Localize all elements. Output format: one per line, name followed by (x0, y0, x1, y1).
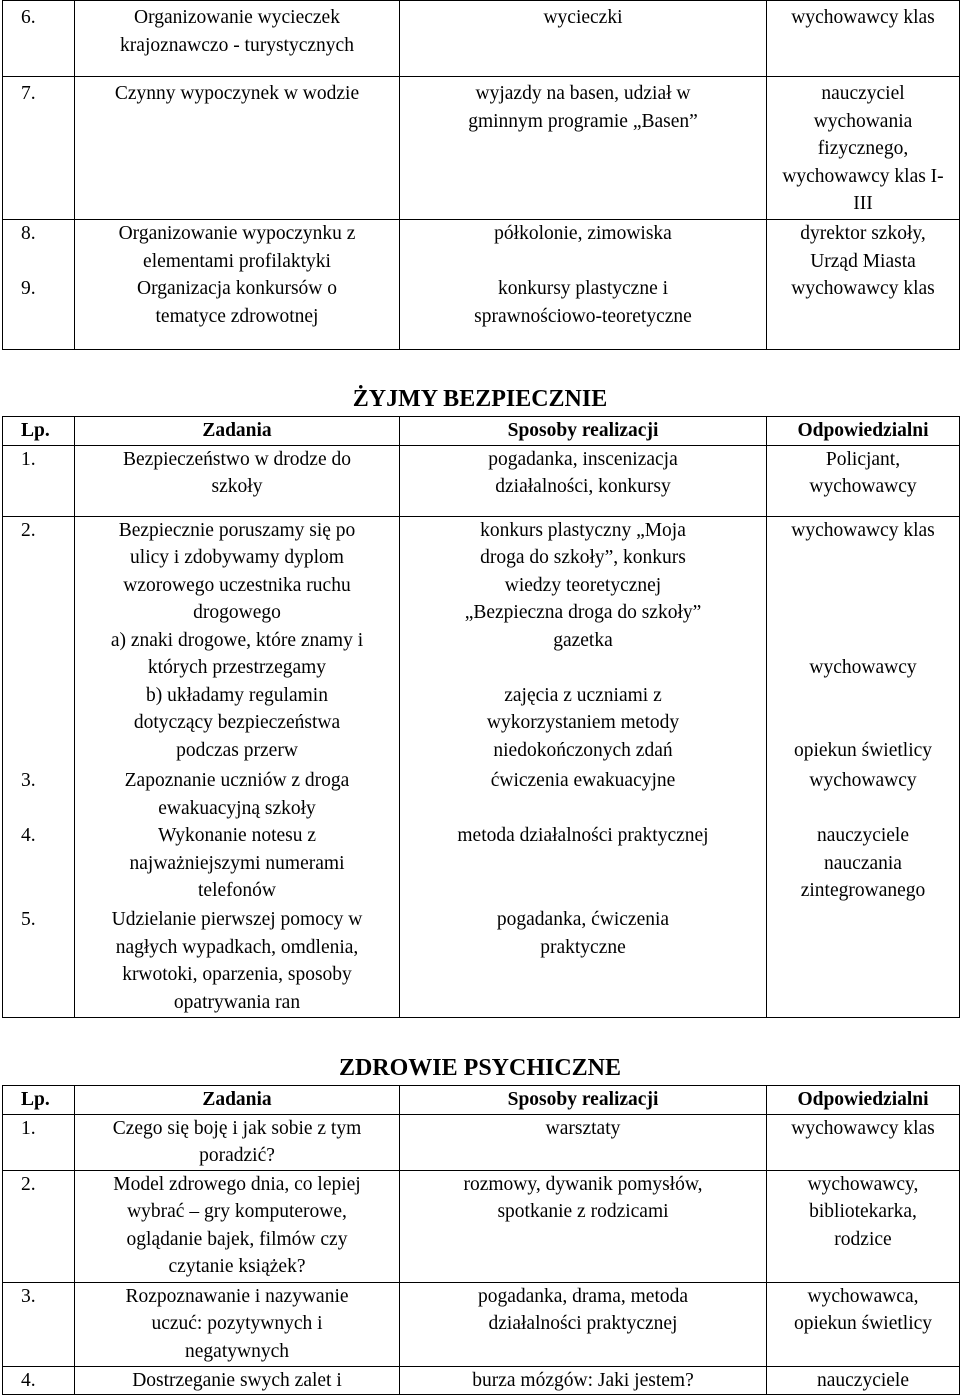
table-row (3, 1, 960, 77)
row-number: 2. (3, 516, 75, 767)
header-zadania: Zadania (75, 417, 400, 446)
row-number: 2. (3, 1170, 75, 1282)
task-cell: Model zdrowego dnia, co lepiej wybrać – gry komputerowe, oglądanie bajek, filmów czy czytanie książek? (75, 1170, 400, 1282)
table-header-row (3, 417, 960, 446)
task-cell: Udzielanie pierwszej pomocy w nagłych wypadkach, omdlenia, krwotoki, oparzenia, sposoby opatrywania ran (75, 906, 400, 1017)
method-cell: pogadanka, drama, metoda działalności praktycznej (400, 1282, 767, 1366)
header-lp: Lp. (3, 1086, 75, 1115)
responsible-cell (767, 906, 960, 1017)
task-cell: Dostrzeganie swych zalet i (75, 1366, 400, 1395)
task-cell: Organizowanie wycieczek krajoznawczo - turystycznych (75, 1, 400, 77)
method-cell: pogadanka, inscenizacja działalności, konkursy (400, 445, 767, 516)
method-cell: wyjazdy na basen, udział w gminnym programie „Basen” (400, 77, 767, 220)
task-cell: Organizacja konkursów o tematyce zdrowotnej (75, 275, 400, 349)
method-cell: konkurs plastyczny „Moja droga do szkoły”, konkurs wiedzy teoretycznej „Bezpieczna droga do szkoły” gazetka zajęcia z uczniami z wykorzystaniem metody niedokończonych zdań (400, 516, 767, 767)
row-number: 6. (3, 1, 75, 77)
responsible-cell: Policjant, wychowawcy (767, 445, 960, 516)
method-cell: ćwiczenia ewakuacyjne (400, 767, 767, 822)
method-cell: rozmowy, dywanik pomysłów, spotkanie z rodzicami (400, 1170, 767, 1282)
row-number: 3. (3, 767, 75, 822)
safety-table (2, 416, 960, 1018)
table-row (3, 516, 960, 767)
table-row (3, 822, 960, 906)
task-cell: Zapoznanie uczniów z droga ewakuacyjną szkoły (75, 767, 400, 822)
responsible-cell: wychowawcy klas (767, 275, 960, 349)
table-row (3, 220, 960, 276)
responsible-cell: nauczyciel wychowania fizycznego, wychowawcy klas I- III (767, 77, 960, 220)
row-number: 4. (3, 822, 75, 906)
row-number: 3. (3, 1282, 75, 1366)
table-row (3, 767, 960, 822)
row-number: 4. (3, 1366, 75, 1395)
table-row (3, 1366, 960, 1395)
method-cell: półkolonie, zimowiska (400, 220, 767, 276)
responsible-cell: wychowawcy klas (767, 1, 960, 77)
method-cell: wycieczki (400, 1, 767, 77)
responsible-cell: nauczyciele (767, 1366, 960, 1395)
row-number: 1. (3, 1114, 75, 1170)
method-cell: pogadanka, ćwiczenia praktyczne (400, 906, 767, 1017)
responsible-cell: wychowawcy, bibliotekarka, rodzice (767, 1170, 960, 1282)
table-row (3, 1170, 960, 1282)
method-cell: burza mózgów: Jaki jestem? (400, 1366, 767, 1395)
section-title-psychiczne: ZDROWIE PSYCHICZNE (338, 1055, 622, 1081)
header-sposoby: Sposoby realizacji (400, 417, 767, 446)
table-header-row (3, 1086, 960, 1115)
header-lp: Lp. (3, 417, 75, 446)
row-number: 9. (3, 275, 75, 349)
method-cell: metoda działalności praktycznej (400, 822, 767, 906)
table-row (3, 445, 960, 516)
table-row (3, 1114, 960, 1170)
responsible-cell: dyrektor szkoły, Urząd Miasta (767, 220, 960, 276)
header-odpowiedzialni: Odpowiedzialni (767, 1086, 960, 1115)
responsible-cell: wychowawcy klas (767, 1114, 960, 1170)
task-cell: Wykonanie notesu z najważniejszymi numerami telefonów (75, 822, 400, 906)
header-odpowiedzialni: Odpowiedzialni (767, 417, 960, 446)
table-row (3, 275, 960, 349)
task-cell: Organizowanie wypoczynku z elementami profilaktyki (75, 220, 400, 276)
row-number: 1. (3, 445, 75, 516)
row-number: 7. (3, 77, 75, 220)
table-row (3, 1282, 960, 1366)
task-cell: Czego się boję i jak sobie z tym poradzić? (75, 1114, 400, 1170)
top-table (2, 0, 960, 350)
table-row (3, 906, 960, 1017)
row-number: 8. (3, 220, 75, 276)
method-cell: konkursy plastyczne i sprawnościowo-teoretyczne (400, 275, 767, 349)
responsible-cell: wychowawcy (767, 767, 960, 822)
header-zadania: Zadania (75, 1086, 400, 1115)
section-title-bezpiecznie: ŻYJMY BEZPIECZNIE (352, 386, 608, 412)
table-row (3, 77, 960, 220)
task-cell: Bezpieczeństwo w drodze do szkoły (75, 445, 400, 516)
responsible-cell: nauczyciele nauczania zintegrowanego (767, 822, 960, 906)
row-number: 5. (3, 906, 75, 1017)
responsible-cell: wychowawca, opiekun świetlicy (767, 1282, 960, 1366)
task-cell: Czynny wypoczynek w wodzie (75, 77, 400, 220)
mental-health-table (2, 1085, 960, 1395)
task-cell: Bezpiecznie poruszamy się po ulicy i zdobywamy dyplom wzorowego uczestnika ruchu drogowego a) znaki drogowe, które znamy i których przestrzegamy b) układamy regulamin dotyczący bezpieczeństwa podczas przerw (75, 516, 400, 767)
header-sposoby: Sposoby realizacji (400, 1086, 767, 1115)
method-cell: warsztaty (400, 1114, 767, 1170)
responsible-cell: wychowawcy klas wychowawcy opiekun świetlicy (767, 516, 960, 767)
task-cell: Rozpoznawanie i nazywanie uczuć: pozytywnych i negatywnych (75, 1282, 400, 1366)
